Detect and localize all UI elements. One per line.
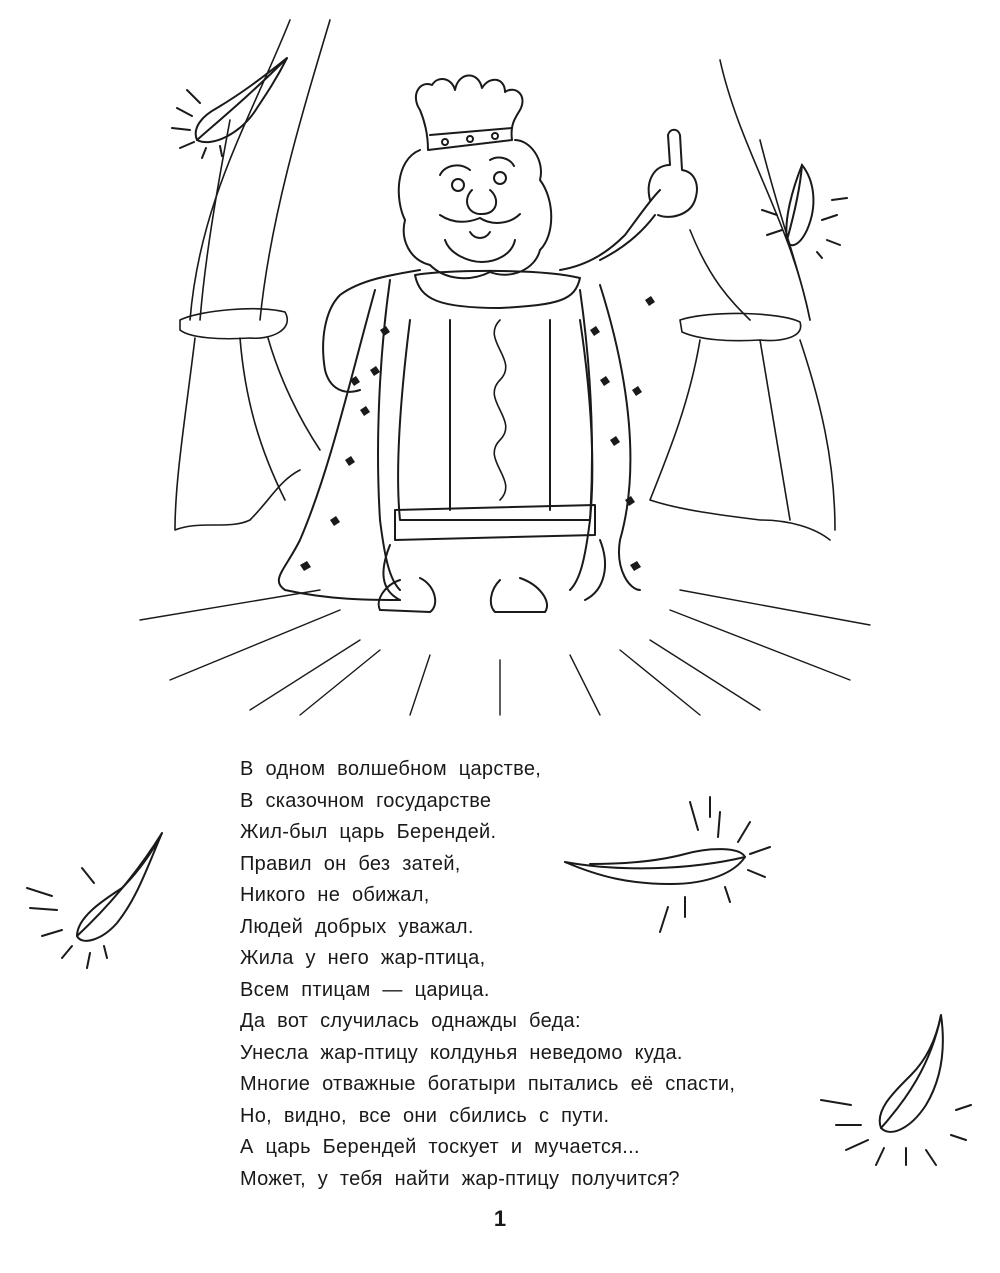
poem-line: В сказочном государстве [240,789,492,812]
poem [240,754,860,1195]
poem-line: Всем птицам — царица. [240,978,490,1001]
stage-floor-lines [140,590,870,715]
poem-line: Может, у тебя найти жар-птицу получится? [240,1167,680,1190]
poem-line: Правил он без затей, [240,852,461,875]
poem-line: Жил-был царь Берендей. [240,821,497,843]
poem-line: Никого не обижал, [240,884,430,906]
king-figure [279,75,697,612]
feather-icon [162,48,292,168]
feather-icon [752,160,862,260]
poem-line: Да вот случилась однажды беда: [240,1010,581,1032]
poem-line: Людей добрых уважал. [240,915,474,938]
crown-icon [416,75,523,150]
ermine-spots [300,296,655,571]
poem-line: А царь Берендей тоскует и мучается... [240,1136,640,1158]
poem-line: В одном волшебном царстве, [240,758,542,780]
poem-line: Многие отважные богатыри пытались её спасти, [240,1073,736,1095]
poem-line: Жила у него жар-птица, [240,947,486,969]
feather-icon [22,828,172,978]
poem-line: Унесла жар-птицу колдунья неведомо куда. [240,1041,683,1064]
poem-line: Но, видно, все они сбились с пути. [240,1104,610,1127]
page-number: 1 [493,1206,507,1231]
